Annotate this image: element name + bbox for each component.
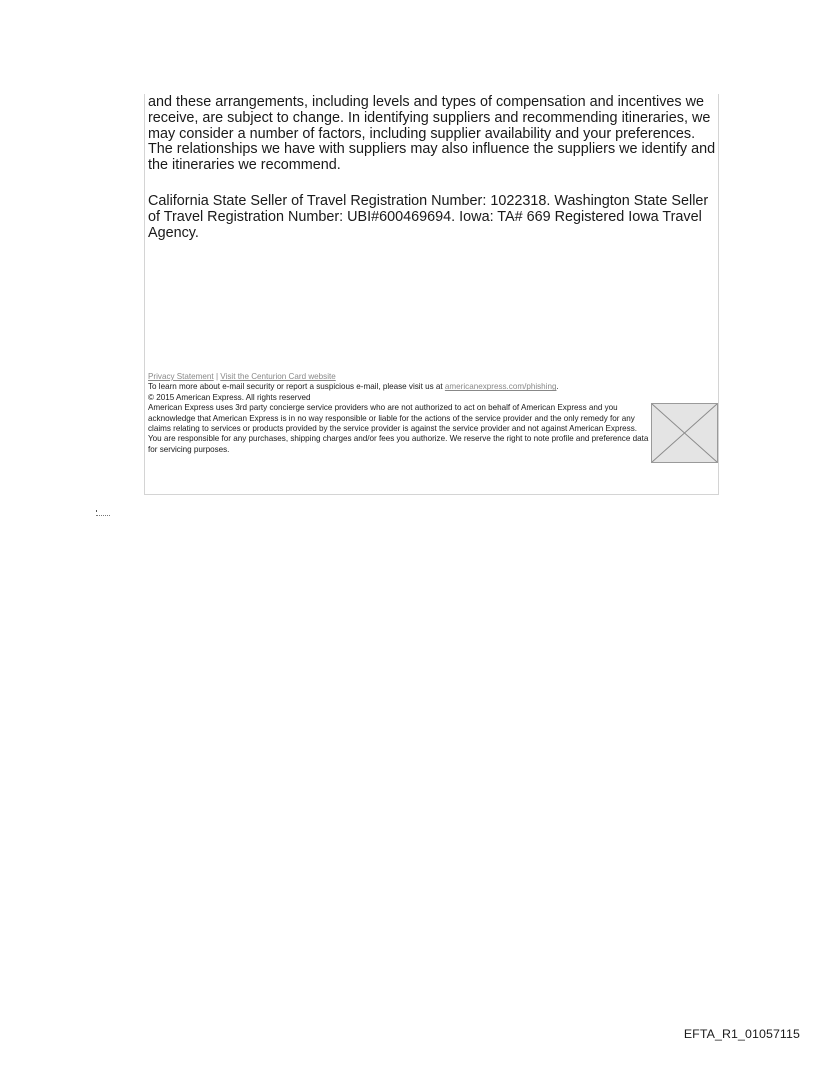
security-notice-text: To learn more about e-mail security or report a suspicious e-mail, please visit us at	[148, 382, 443, 392]
copyright-notice: © 2015 American Express. All rights reserved	[148, 392, 311, 402]
concierge-disclaimer: American Express uses 3rd party concierge service providers who are not authorized to act on behalf of American Express and you acknowledge that American Express is in no way responsible or liable for the actions of the service provider and the only remedy for any claims relating to services or products provided by the service provider is against the service provider and not against American Express. You are responsible for any purchases, shipping charges and/or fees you authorize. We reserve the right to note profile and preference data for servicing purposes.	[148, 403, 649, 454]
footer-links	[148, 372, 718, 382]
document-id-stamp: EFTA_R1_01057115	[683, 1027, 800, 1041]
centurion-card-link[interactable]: Visit the Centurion Card website	[220, 372, 336, 381]
footer-link-separator: |	[215, 372, 219, 381]
email-footer	[148, 372, 718, 455]
security-notice-period: .	[556, 382, 559, 392]
security-notice	[148, 382, 718, 392]
artifact-dot	[96, 510, 97, 512]
phishing-link[interactable]: americanexpress.com/phishing	[444, 382, 557, 392]
compensation-paragraph: and these arrangements, including levels and types of compensation and incentives we receive, are subject to change. In identifying suppliers and recommending itineraries, we may consider a number of factors, including supplier availability and your preferences. The relationships we have with suppliers may also influence the suppliers we identify and the itineraries we recommend.	[148, 94, 716, 174]
registration-paragraph: California State Seller of Travel Registration Number: 1022318. Washington State Seller of Travel Registration Number: UBI#600469694. Iowa: TA# 669 Registered Iowa Travel Agency.	[148, 193, 709, 241]
artifact-dotted-line	[96, 515, 110, 516]
email-body-frame	[144, 94, 719, 495]
image-placeholder-cross-icon	[652, 404, 717, 462]
broken-image-placeholder-icon	[651, 403, 718, 463]
page-artifact-mark	[96, 510, 110, 516]
privacy-statement-link[interactable]: Privacy Statement	[148, 372, 214, 381]
